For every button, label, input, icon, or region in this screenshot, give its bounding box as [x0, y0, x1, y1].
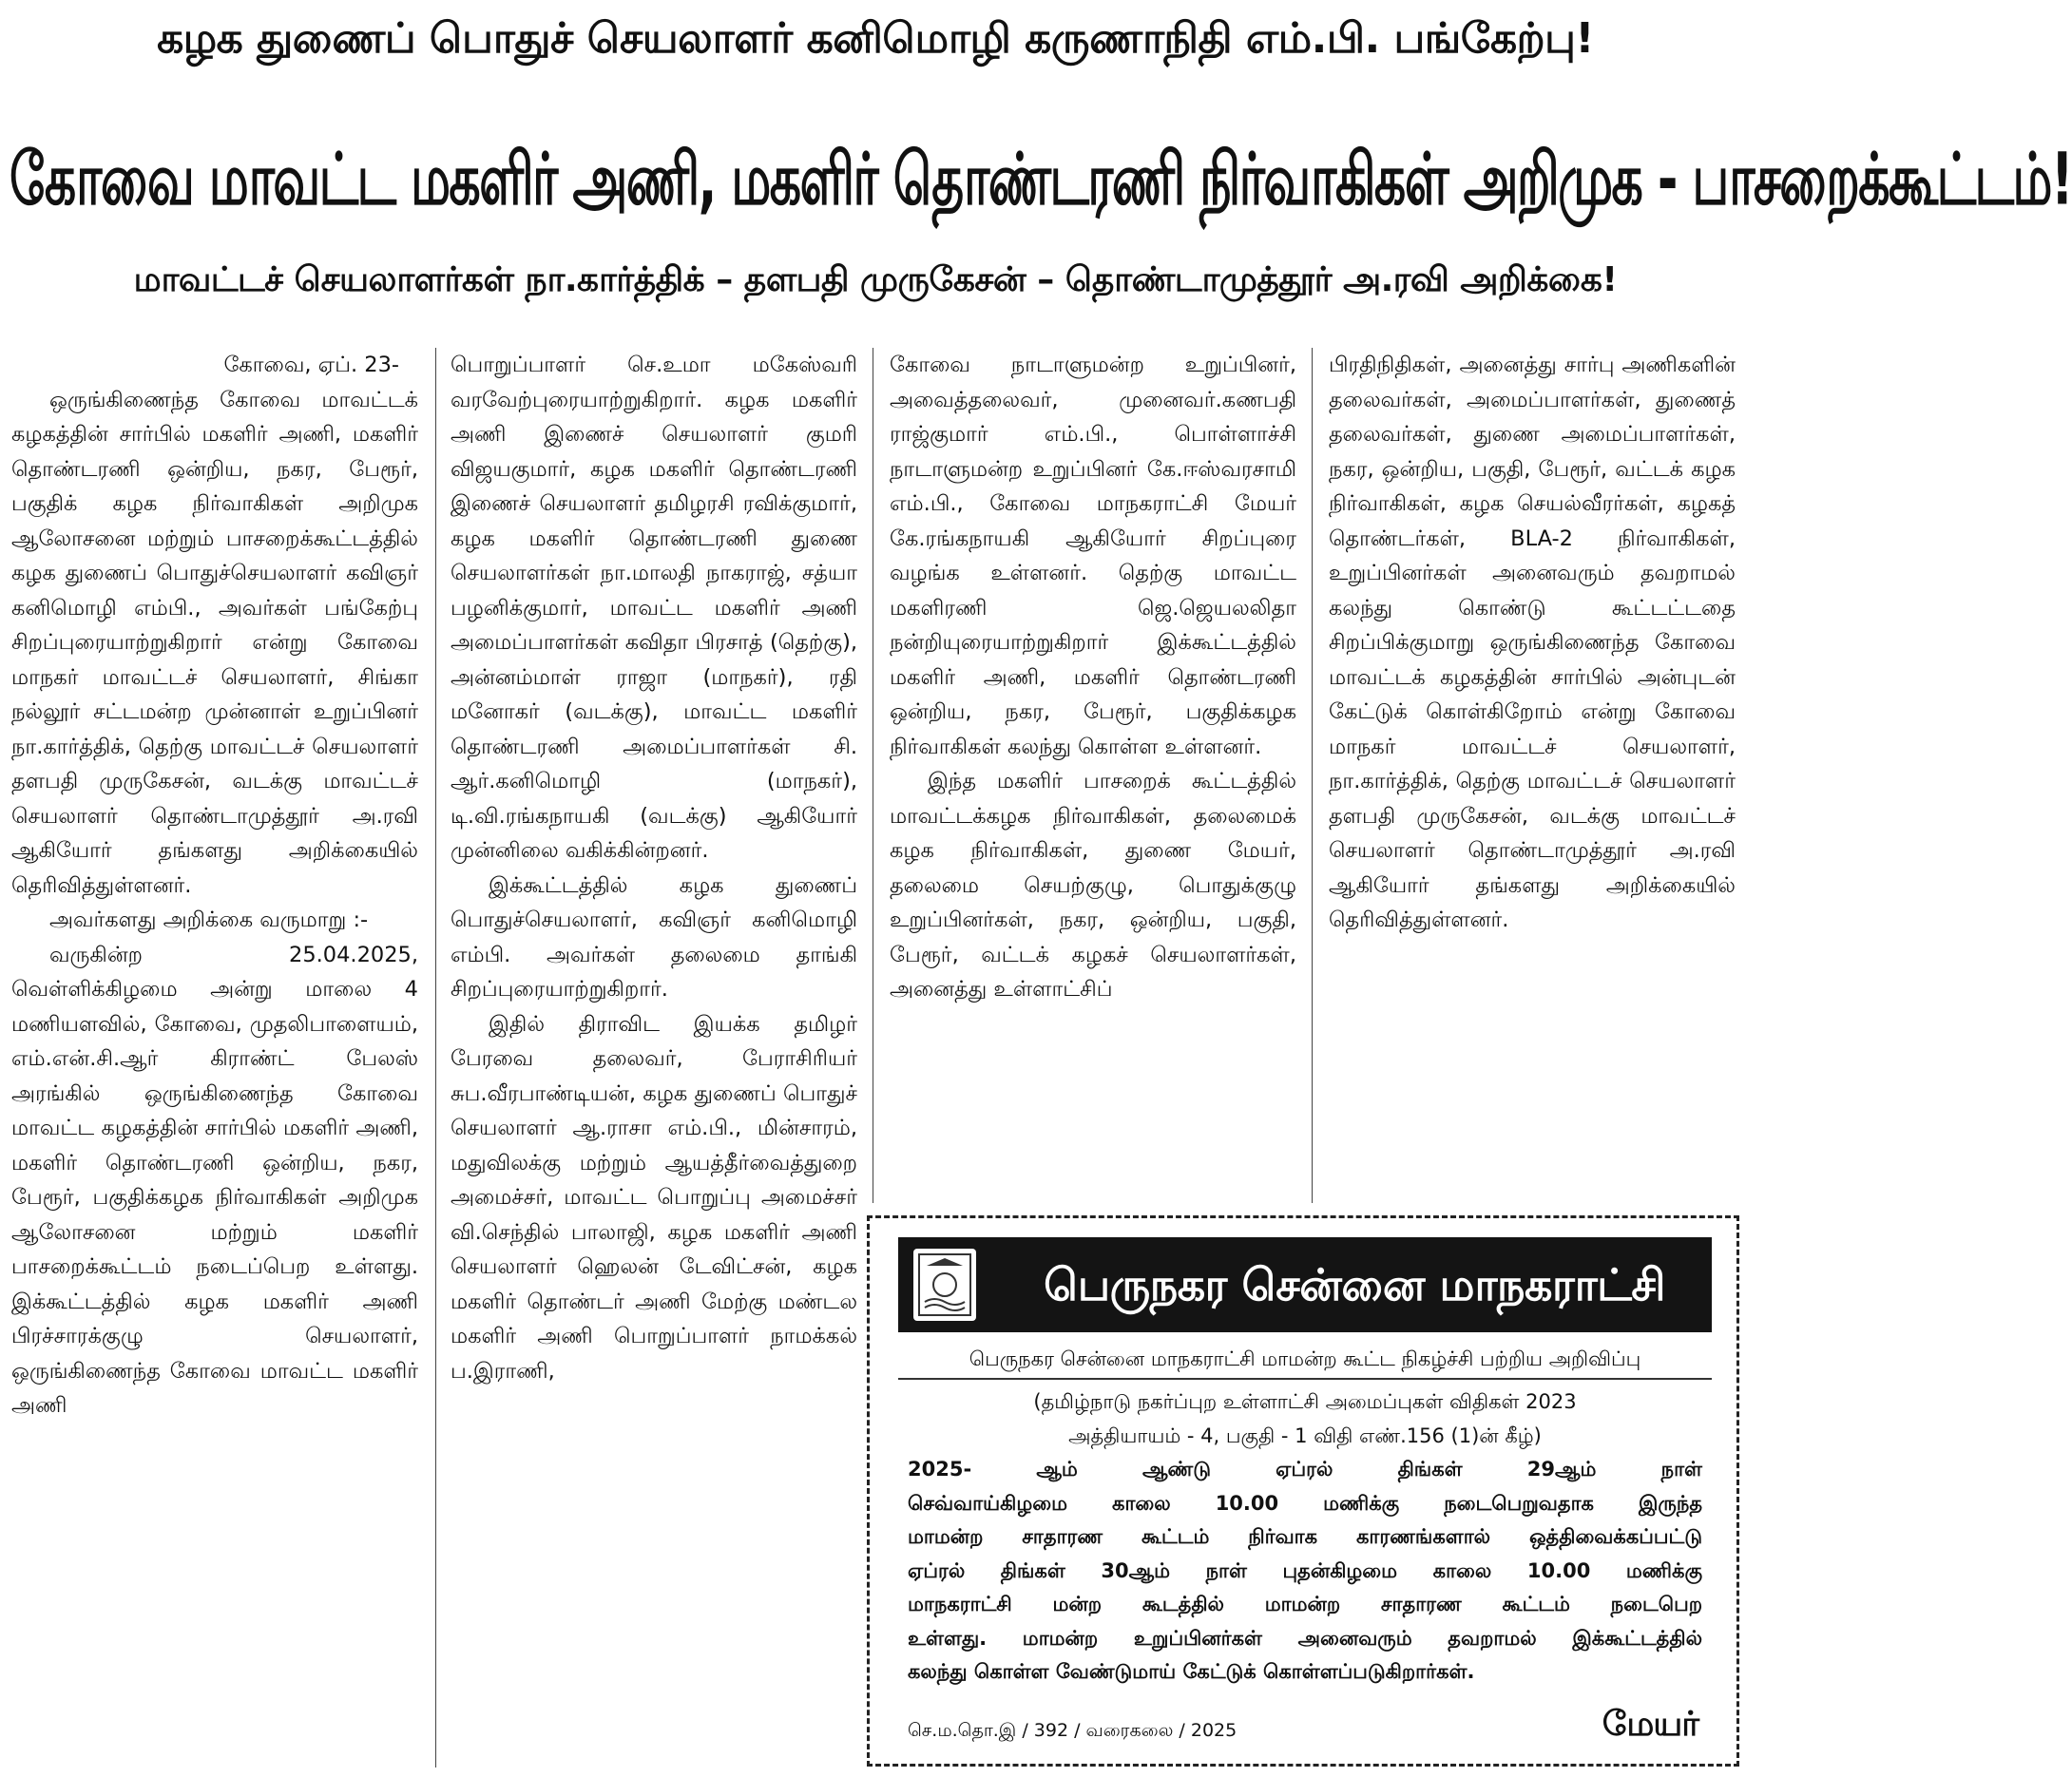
article-paragraph: அவர்களது அறிக்கை வருமாறு :- [49, 908, 369, 932]
article-column-1 [11, 348, 418, 1767]
article-paragraph: பிரதிநிதிகள், அனைத்து சார்பு அணிகளின் தலைவர்கள், அமைப்பாளர்கள், துணைத் தலைவர்கள், துணை அமைப்பாளர்கள், நகர, ஒன்றிய, பகுதி, பேரூர், வட்டக் கழக நிர்வாகிகள், கழக செயல்வீரர்கள், கழகத் தொண்டர்கள், BLA-2 நிர்வாகிகள், உறுப்பினர்கள் அனைவரும் தவறாமல் கலந்து கொண்டு கூட்டட்டதை சிறப்பிக்குமாறு ஒருங்கிணைந்த கோவை மாவட்டக் கழகத்தின் சார்பில் அன்புடன் கேட்டுக் கொள்கிறோம் என்று கோவை மாநகர் மாவட்டச் செயலாளர், நா.கார்த்திக், தெற்கு மாவட்டச் செயலாளர் தளபதி முருகேசன், வடக்கு மாவட்டச் செயலாளர் தொண்டாமுத்தூர் அ.ரவி ஆகியோர் தங்களது அறிக்கையில் தெரிவித்துள்ளனர். [1329, 353, 1736, 932]
article-column-4 [1329, 348, 1736, 1203]
column-divider [1312, 348, 1313, 1203]
notice-divider [898, 1378, 1712, 1380]
headline-top: கழக துணைப் பொதுச் செயலாளர் கனிமொழி கருணாநிதி எம்.பி. பங்கேற்பு! [157, 14, 1594, 63]
article-column-3 [890, 348, 1296, 1203]
notice-text-line: 2025- ஆம் ஆண்டு ஏப்ரல் திங்கள் 29ஆம் நாள் [908, 1458, 1702, 1481]
article-paragraph: பொறுப்பாளர் செ.உமா மகேஸ்வரி வரவேற்புரையாற்றுகிறார். கழக மகளிர் அணி இணைச் செயலாளர் குமரி விஜயகுமார், கழக மகளிர் தொண்டரணி இணைச் செயலாளர் தமிழரசி ரவிக்குமார், கழக மகளிர் தொண்டரணி துணை செயலாளர்கள் நா.மாலதி நாகராஜ், சத்யா பழனிக்குமார், மாவட்ட மகளிர் அணி அமைப்பாளர்கள் கவிதா பிரசாத் (தெற்கு), அன்னம்மாள் ராஜா (மாநகர்), ரதி மனோகர் (வடக்கு), மாவட்ட மகளிர் தொண்டரணி அமைப்பாளர்கள் சி. ஆர்.கனிமொழி (மாநகர்), டி.வி.ரங்கநாயகி (வடக்கு) ஆகியோர் முன்னிலை வகிக்கின்றனர். [451, 353, 857, 863]
notice-text-line: ஏப்ரல் திங்கள் 30ஆம் நாள் புதன்கிழமை காலை 10.00 மணிக்கு [908, 1558, 1702, 1582]
notice-header [898, 1237, 1712, 1332]
corporation-notice [867, 1215, 1739, 1767]
column-divider [435, 348, 436, 1767]
corporation-emblem-icon [913, 1249, 976, 1321]
article-paragraph: ஒருங்கிணைந்த கோவை மாவட்டக் கழகத்தின் சார்பில் மகளிர் அணி, மகளிர் தொண்டரணி ஒன்றிய, நகர, பேரூர், பகுதிக் கழக நிர்வாகிகள் அறிமுக ஆலோசனை மற்றும் பாசறைக்கூட்டத்தில் கழக துணைப் பொதுச்செயலாளர் கவிஞர் கனிமொழி எம்பி., அவர்கள் பங்கேற்பு சிறப்புரையாற்றுகிறார் என்று கோவை மாநகர் மாவட்டச் செயலாளர், சிங்கா நல்லூர் சட்டமன்ற முன்னாள் உறுப்பினர் நா.கார்த்திக், தெற்கு மாவட்டச் செயலாளர் தளபதி முருகேசன், வடக்கு மாவட்டச் செயலாளர் தொண்டாமுத்தூர் அ.ரவி ஆகியோர் தங்களது அறிக்கையில் தெரிவித்துள்ளனர். [11, 387, 418, 898]
notice-signature: மேயர் [1602, 1705, 1698, 1744]
article-paragraph: இந்த மகளிர் பாசறைக் கூட்டத்தில் மாவட்டக்கழக நிர்வாகிகள், தலைமைக் கழக நிர்வாகிகள், துணை மேயர், தலைமை செயற்குழு, பொதுக்குழு உறுப்பினர்கள், நகர, ஒன்றிய, பகுதி, பேரூர், வட்டக் கழகச் செயலாளர்கள், அனைத்து உள்ளாட்சிப் [890, 769, 1296, 1002]
notice-rule-ref: (தமிழ்நாடு நகர்ப்புற உள்ளாட்சி அமைப்புகள் விதிகள் 2023 [1033, 1390, 1577, 1413]
notice-text-line: செவ்வாய்கிழமை காலை 10.00 மணிக்கு நடைபெறுவதாக இருந்த [908, 1491, 1702, 1515]
article-paragraph: வருகின்ற 25.04.2025, வெள்ளிக்கிழமை அன்று மாலை 4 மணியளவில், கோவை, முதலிபாளையம், எம்.என்.சி.ஆர் கிராண்ட் பேலஸ் அரங்கில் ஒருங்கிணைந்த கோவை மாவட்ட கழகத்தின் சார்பில் மகளிர் அணி, மகளிர் தொண்டரணி ஒன்றிய, நகர, பேரூர், பகுதிக்கழக நிர்வாகிகள் அறிமுக ஆலோசனை மற்றும் மகளிர் பாசறைக்கூட்டம் நடைப்பெற உள்ளது. இக்கூட்டத்தில் கழக மகளிர் அணி பிரச்சாரக்குழு செயலாளர், ஒருங்கிணைந்த கோவை மாவட்ட மகளிர் அணி [11, 942, 418, 1418]
article-column-2 [451, 348, 857, 1767]
article-paragraph: இக்கூட்டத்தில் கழக துணைப் பொதுச்செயலாளர், கவிஞர் கனிமொழி எம்பி. அவர்கள் தலைமை தாங்கி சிறப்புரையாற்றுகிறார். [451, 872, 857, 1002]
notice-subtitle: பெருநகர சென்னை மாநகராட்சி மாமன்ற கூட்ட நிகழ்ச்சி பற்றிய அறிவிப்பு [969, 1347, 1641, 1370]
notice-text-line: மாமன்ற சாதாரண கூட்டம் நிர்வாக காரணங்களால் ஒத்திவைக்கப்பட்டு [908, 1525, 1702, 1548]
notice-text-line: கலந்து கொள்ள வேண்டுமாய் கேட்டுக் கொள்ளப்படுகிறார்கள். [908, 1660, 1475, 1683]
dateline: கோவை, ஏப். 23- [223, 353, 399, 377]
notice-reference: செ.ம.தொ.இ / 392 / வரைகலை / 2025 [908, 1720, 1237, 1741]
article-paragraph: இதில் திராவிட இயக்க தமிழர் பேரவை தலைவர், பேராசிரியர் சுப.வீரபாண்டியன், கழக துணைப் பொதுச் செயலாளர் ஆ.ராசா எம்.பி., மின்சாரம், மதுவிலக்கு மற்றும் ஆயத்தீர்வைத்துறை அமைச்சர், மாவட்ட பொறுப்பு அமைச்சர் வி.செந்தில் பாலாஜி, கழக மகளிர் அணி செயலாளர் ஹெலன் டேவிட்சன், கழக மகளிர் தொண்டர் அணி மேற்கு மண்டல மகளிர் அணி பொறுப்பாளர் நாமக்கல் ப.இராணி, [451, 1011, 857, 1384]
notice-title: பெருநகர சென்னை மாநகராட்சி [1044, 1259, 1665, 1310]
notice-rule-ref: அத்தியாயம் - 4, பகுதி - 1 விதி எண்.156 (1)ன் கீழ்) [1068, 1424, 1542, 1447]
article-paragraph: கோவை நாடாளுமன்ற உறுப்பினர், அவைத்தலைவர், முனைவர்.கணபதி ராஜ்குமார் எம்.பி., பொள்ளாச்சி நாடாளுமன்ற உறுப்பினர் கே.ஈஸ்வரசாமி எம்.பி., கோவை மாநகராட்சி மேயர் கே.ரங்கநாயகி ஆகியோர் சிறப்புரை வழங்க உள்ளனர். தெற்கு மாவட்ட மகளிரணி ஜெ.ஜெயலலிதா நன்றியுரையாற்றுகிறார் இக்கூட்டத்தில் மகளிர் அணி, மகளிர் தொண்டரணி ஒன்றிய, நகர, பேரூர், பகுதிக்கழக நிர்வாகிகள் கலந்து கொள்ள உள்ளனர். [890, 353, 1296, 759]
notice-text-line: மாநகராட்சி மன்ற கூடத்தில் மாமன்ற சாதாரண கூட்டம் நடைபெற [908, 1593, 1702, 1615]
notice-text-line: உள்ளது. மாமன்ற உறுப்பினர்கள் அனைவரும் தவறாமல் இக்கூட்டத்தில் [908, 1626, 1702, 1650]
headline-main: கோவை மாவட்ட மகளிர் அணி, மகளிர் தொண்டரணி நிர்வாகிகள் அறிமுக - பாசறைக்கூட்டம்! [10, 139, 2072, 222]
notice-body [908, 1385, 1702, 1690]
headline-sub: மாவட்டச் செயலாளர்கள் நா.கார்த்திக் – தளபதி முருகேசன் – தொண்டாமுத்தூர் அ.ரவி அறிக்கை! [133, 260, 1618, 299]
